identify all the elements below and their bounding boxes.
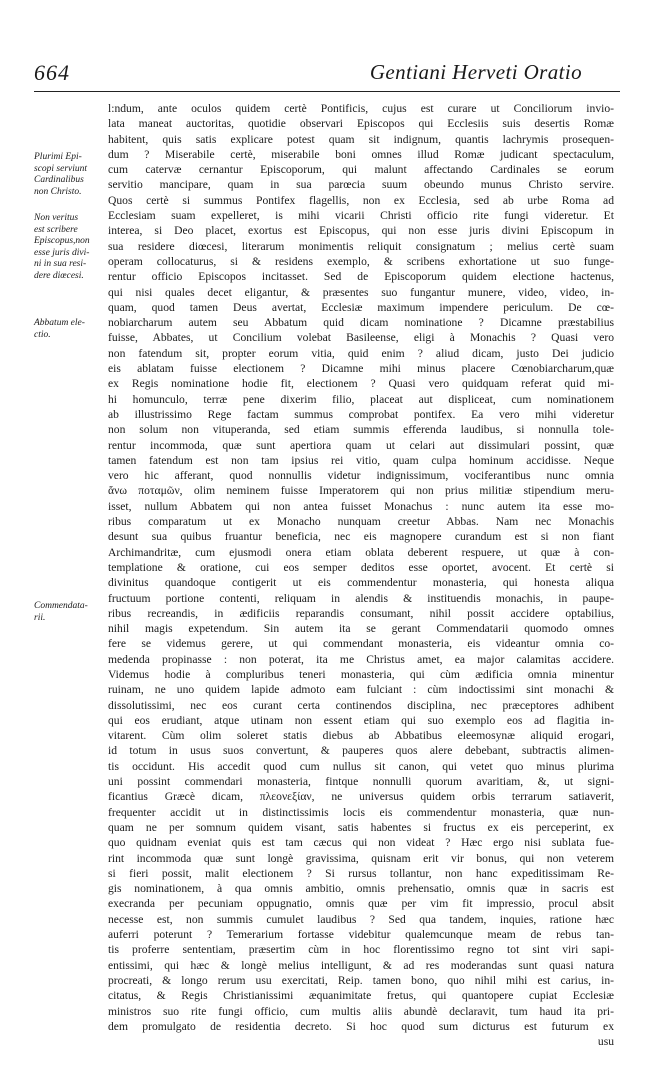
text-line: entissimi, qui hæc & longè melius intelligunt, & ad res moderandas sunt quasi natura — [108, 958, 614, 972]
text-line: servitio mancipare, quam in sua parœcia suum obeundo munus Christo servire. — [108, 178, 614, 192]
page-number: 664 — [34, 60, 70, 85]
text-line: Quos certè si summus Pontifex flagellis, non ex Ecclesia, sed ab urbe Roma ad — [108, 193, 614, 207]
margin-note — [34, 213, 106, 283]
text-line: rentur incommoda, quæ sunt apertiora quam ut celari aut dissimulari possint, quæ — [108, 438, 614, 452]
text-line: isset, nullum Abbatem qui non antea fuisset Monachus : nunc autem ita esse mo- — [108, 499, 614, 513]
text-line: dum ? Miserabile certè, miserabile boni omnes illud Romæ judicant spectaculum, — [108, 147, 614, 161]
text-line: ficantius Græcè dicam, πλεονεξίαν, ne universus quidem orbis terrarum satiaverit, — [108, 790, 614, 804]
text-line: fructuum portione contenti, reliquam in alendis & instituendis monachis, in paupe- — [108, 591, 614, 605]
margin-note — [34, 152, 106, 198]
margin-note-line: est scribere — [34, 224, 78, 235]
running-title: Gentiani Herveti Oratio — [369, 60, 582, 84]
text-line: necesse est, non summis cumulet laudibus ? Sed qua tandem, inquies, ratione hæc — [108, 912, 614, 926]
margin-note-line: Cardinalibus — [34, 175, 84, 186]
text-line: gis nominationem, à qua omnis ambitio, omnis prehensatio, omnis quæ in sacris est — [108, 882, 614, 896]
text-line: frequenter accidit ut in distinctissimis locis eis commendentur monasteria, quæ nun- — [108, 805, 614, 819]
margin-note-line: ctio. — [34, 329, 51, 340]
margin-note-line: Non veritus — [34, 213, 79, 223]
text-line: habitent, quis satis explicare potest quam sit indignum, quantis lachrymis prosequen- — [108, 132, 614, 146]
margin-note-line: dere diœcesi. — [34, 270, 84, 281]
text-line: ribus comparatum ut ex Monacho nunquam creetur Abbas. Nam nec Monachis — [108, 515, 614, 529]
margin-note-line: ni in sua resi- — [34, 259, 87, 270]
text-line: tis occidunt. His accedit quod cum nullus sit canon, qui vetet quo minus plurima — [108, 759, 614, 773]
page-header — [34, 56, 620, 90]
margin-note-line: Episcopus,non — [34, 236, 90, 247]
text-line: nihil magis expetendum. Sin autem ita se gerant Commendatarii quomodo omnes — [108, 622, 614, 636]
text-line: non solum non vituperanda, sed etiam summis efferenda laudibus, si nonnulla tole- — [108, 423, 614, 437]
text-line: hi homunculo, terræ pene dixerim filio, placeat aut displiceat, cum nominationem — [108, 392, 614, 406]
text-line: quam, quod tamen Deus avertat, Ecclesiæ maximum impendere periculum. De cœ- — [108, 300, 614, 314]
text-line: execranda per pecuniam oppugnatio, omnis quæ per vim fit impressio, procul absit — [108, 897, 614, 911]
text-line: nobiarcharum autem seu Abbatum quid dicam nominatione ? Dicamne præstabilius — [108, 316, 614, 330]
text-line: si fieri possit, malit electionem ? Si rursus tollantur, non hanc expeditissimam Re- — [108, 866, 614, 880]
text-line: tamen fatendum est non tam ipsius rei vitio, quam culpa hominum accidisse. Neque — [108, 453, 614, 467]
margin-note-line: Commendata- — [34, 601, 88, 611]
text-line: divinitus quandoque contigerit ut eis commendentur monasteria, qui honesta aliqua — [108, 576, 614, 590]
text-line: fuisse, Abbates, ut Concilium volebat Basileense, eligi à Monachis ? Quasi vero — [108, 331, 614, 345]
text-line: ab illustrissimo Rege factam summus comprobat pontifex. Ea vero mihi videretur — [108, 407, 614, 421]
header-rule — [34, 91, 620, 92]
text-line: quo quidnam eveniat quis est tam cæcus qui non videat ? Hæc ergo nisi sublata fue- — [108, 836, 614, 850]
text-line: Archimandritæ, cum ejusmodi onera etiam oblata deberent respuere, ut quæ à con- — [108, 545, 614, 559]
margin-note — [34, 601, 106, 624]
text-line: rint incommoda quæ sunt longè gravissima, quisnam erit vir bonus, qui non veterem — [108, 851, 614, 865]
text-line: cum catervæ cernantur Episcoporum, qui malunt affectando Cardinales se eorum — [108, 163, 614, 177]
text-line: vero hic afferant, quod nonnullis videtur indignissimum, vociferantibus nunc omnia — [108, 469, 614, 483]
text-line: interea, si Deo placet, exortus est Episcopus, qui non esse juris divini Episcopum in — [108, 224, 614, 238]
text-line: quam ne per somnum quidem visant, satis habentes si fructus ex eis perceperint, ex — [108, 820, 614, 834]
text-line: ministros suo rite fungi officio, cum multis aliis abundè declaravit, tum haud ita pri- — [108, 1004, 614, 1018]
text-line: desunt sua quibus fruantur beneficia, nec eis magnopere curandum est si non fiant — [108, 530, 614, 544]
text-line: procreati, & longo rerum usu exercitati, Reip. tamen bono, quo nihil mihi est carius, in- — [108, 973, 614, 987]
text-line: usu — [597, 1035, 614, 1049]
margin-note-line: non Christo. — [34, 186, 82, 197]
text-line: auferri poterunt ? Temerarium fortasse videbitur qualemcunque meam de rebus tan- — [108, 928, 614, 942]
margin-note — [34, 318, 106, 341]
text-line: tis proferre sententiam, præsertim cùm in hoc florentissimo regno tot sint viri sapi- — [108, 943, 614, 957]
text-line: qui eos erudiant, atque utinam non essent etiam qui suo exemplo eos ad flagitia in- — [108, 713, 614, 727]
margin-note-line: esse juris divi- — [34, 247, 90, 258]
text-line: ruinam, ne uno quidem lapide admoto eam fulciant : cùm indoctissimi sint monachi & — [108, 683, 614, 697]
text-line: qui nisi quales decet eligantur, & præsentes suo fungantur munere, video, video, in- — [108, 285, 614, 299]
text-line: l:ndum, ante oculos quidem certè Pontificis, cujus est curare ut Conciliorum invio- — [108, 102, 614, 115]
text-line: fere se videmus gerere, ut qui commendant monasteria, eis videantur omnia co- — [108, 637, 614, 651]
text-line: Ecclesiam suam expelleret, is mihi vicarii Christi officio rite fungi videretur. Et — [108, 209, 614, 223]
text-line: ex Regis nominatione hodie fit, electionem ? Quasi vero quidquam referat quid mi- — [108, 377, 614, 391]
text-line: uni possint commendari monasteria, fintque nonnulli quorum avaritiam, &, ut signi- — [108, 775, 614, 789]
text-line: id totum in usus suos convertunt, & pauperes quos alere debebant, subtractis alimen- — [108, 744, 614, 758]
text-line: non fatendum sit, propter eorum vitia, quid enim ? aliud dicam, justo Dei judicio — [108, 346, 614, 360]
text-line: Videmus hodie à compluribus teneri monasteria, qui cùm ædificia omnia minentur — [108, 667, 614, 681]
text-line: operam collocaturus, si & residens exemplo, & scribens exhortatione ut suo funge- — [108, 254, 614, 268]
margin-note-line: rii. — [34, 612, 46, 623]
text-line: lata maneat auctoritas, quotidie observari Episcopos qui Ecclesiis suis desertis Romæ — [108, 117, 614, 131]
text-line: ἄνω ποταμῶν, olim neminem fuisse Imperatorem qui non prius militiæ stipendium meru- — [108, 484, 614, 498]
text-line: dem promulgato de residentia decreto. Si hoc quod sum dicturus est futurum ex — [108, 1019, 614, 1033]
text-line: rentur officio Episcopos incitasset. Sed de Episcoporum quidem electione hactenus, — [108, 270, 614, 284]
margin-note-line: Plurimi Epi- — [34, 152, 82, 162]
margin-note-line: scopi serviunt — [34, 163, 88, 174]
text-line: medenda propinasse : non poterat, ita me Christus amet, ea major calamitas accidere. — [108, 652, 614, 666]
text-line: citatus, & Regis Christianissimi æquanimitate fretus, qui quantopere cupiat Ecclesiæ — [108, 989, 614, 1003]
text-line: sua residere diœcesi, literarum monimentis reliquit consignatum ; melius certè suam — [108, 239, 614, 253]
text-line: ribus recreandis, in ædificiis reparandis consumant, nihil possit accidere optabilius, — [108, 606, 614, 620]
text-line: dissolutissimi, nec eos curant certa continendos disciplina, nec præceptores adhibent — [108, 698, 614, 712]
body-text — [108, 101, 614, 1049]
text-line: templatione & oratione, cui eos semper deditos esse oportet, avocent. Et certè si — [108, 560, 614, 574]
text-line: eis ablatam fuisse electionem ? Dicamne mihi minus placere Cœnobiarcharum,quæ — [108, 362, 614, 376]
margin-note-line: Abbatum ele- — [34, 318, 85, 328]
text-line: vitarent. Cùm olim soleret statis diebus ab Abbatibus eleemosynæ aliquid erogari, — [108, 729, 614, 743]
